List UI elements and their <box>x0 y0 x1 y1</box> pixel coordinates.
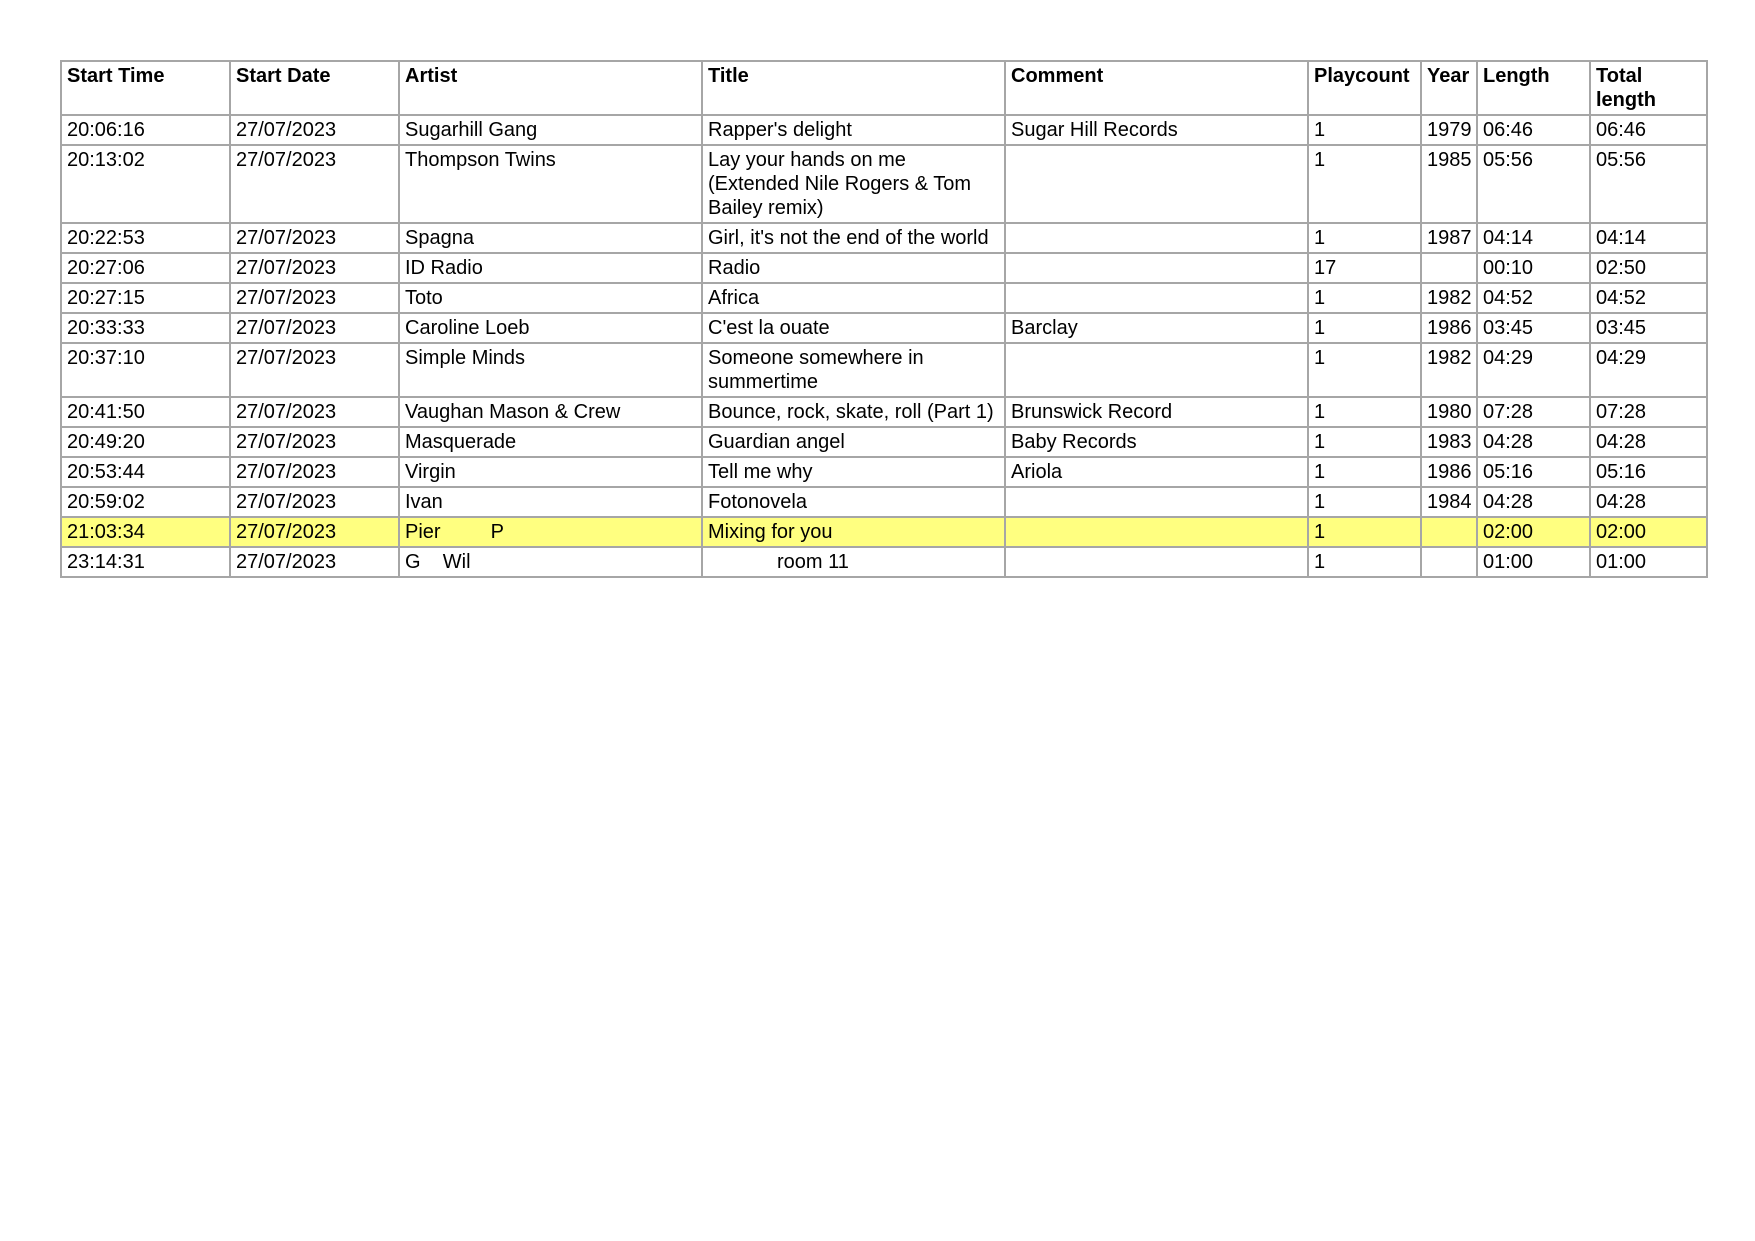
cell-comment: Ariola <box>1005 457 1308 487</box>
table-row <box>61 253 1707 283</box>
cell-total-length: 06:46 <box>1590 115 1707 145</box>
cell-playcount: 1 <box>1308 487 1421 517</box>
cell-start-time: 20:53:44 <box>61 457 230 487</box>
header-year: Year <box>1421 61 1477 115</box>
cell-artist: Spagna <box>399 223 702 253</box>
cell-total-length: 05:16 <box>1590 457 1707 487</box>
cell-comment <box>1005 343 1308 397</box>
cell-year: 1983 <box>1421 427 1477 457</box>
header-row <box>61 61 1707 115</box>
playlist-body <box>61 115 1707 577</box>
cell-title: Radio <box>702 253 1005 283</box>
header-comment: Comment <box>1005 61 1308 115</box>
cell-playcount: 1 <box>1308 397 1421 427</box>
cell-comment <box>1005 223 1308 253</box>
cell-total-length: 02:50 <box>1590 253 1707 283</box>
cell-artist: Virgin <box>399 457 702 487</box>
cell-start-date: 27/07/2023 <box>230 253 399 283</box>
cell-length: 04:28 <box>1477 427 1590 457</box>
cell-start-date: 27/07/2023 <box>230 115 399 145</box>
cell-artist: Pier P <box>399 517 702 547</box>
cell-start-time: 23:14:31 <box>61 547 230 577</box>
table-row <box>61 487 1707 517</box>
cell-total-length: 04:52 <box>1590 283 1707 313</box>
cell-length: 00:10 <box>1477 253 1590 283</box>
cell-length: 05:56 <box>1477 145 1590 223</box>
cell-year <box>1421 517 1477 547</box>
cell-year <box>1421 547 1477 577</box>
cell-start-time: 20:27:06 <box>61 253 230 283</box>
cell-title: Girl, it's not the end of the world <box>702 223 1005 253</box>
cell-start-date: 27/07/2023 <box>230 487 399 517</box>
cell-title: room 11 <box>702 547 1005 577</box>
cell-total-length: 04:28 <box>1590 487 1707 517</box>
cell-playcount: 1 <box>1308 283 1421 313</box>
cell-start-date: 27/07/2023 <box>230 547 399 577</box>
cell-artist: Sugarhill Gang <box>399 115 702 145</box>
cell-title: Rapper's delight <box>702 115 1005 145</box>
cell-start-date: 27/07/2023 <box>230 343 399 397</box>
table-row <box>61 547 1707 577</box>
cell-start-date: 27/07/2023 <box>230 517 399 547</box>
cell-length: 02:00 <box>1477 517 1590 547</box>
cell-title: Guardian angel <box>702 427 1005 457</box>
cell-artist: Simple Minds <box>399 343 702 397</box>
cell-title: Bounce, rock, skate, roll (Part 1) <box>702 397 1005 427</box>
header-title: Title <box>702 61 1005 115</box>
table-row <box>61 115 1707 145</box>
cell-year: 1985 <box>1421 145 1477 223</box>
table-row <box>61 283 1707 313</box>
table-row <box>61 313 1707 343</box>
cell-comment <box>1005 517 1308 547</box>
cell-start-time: 20:59:02 <box>61 487 230 517</box>
cell-start-date: 27/07/2023 <box>230 283 399 313</box>
cell-comment: Barclay <box>1005 313 1308 343</box>
cell-comment <box>1005 283 1308 313</box>
cell-start-time: 21:03:34 <box>61 517 230 547</box>
table-row <box>61 457 1707 487</box>
cell-playcount: 1 <box>1308 457 1421 487</box>
cell-year <box>1421 253 1477 283</box>
cell-length: 04:52 <box>1477 283 1590 313</box>
cell-comment <box>1005 487 1308 517</box>
cell-title: Fotonovela <box>702 487 1005 517</box>
cell-start-date: 27/07/2023 <box>230 313 399 343</box>
cell-start-time: 20:37:10 <box>61 343 230 397</box>
cell-comment: Baby Records <box>1005 427 1308 457</box>
cell-comment: Sugar Hill Records <box>1005 115 1308 145</box>
table-row <box>61 223 1707 253</box>
cell-total-length: 02:00 <box>1590 517 1707 547</box>
cell-total-length: 03:45 <box>1590 313 1707 343</box>
table-row <box>61 427 1707 457</box>
header-length: Length <box>1477 61 1590 115</box>
cell-length: 06:46 <box>1477 115 1590 145</box>
cell-start-time: 20:22:53 <box>61 223 230 253</box>
cell-start-date: 27/07/2023 <box>230 457 399 487</box>
cell-playcount: 1 <box>1308 427 1421 457</box>
header-playcount: Playcount <box>1308 61 1421 115</box>
cell-title: C'est la ouate <box>702 313 1005 343</box>
cell-title: Someone somewhere in summertime <box>702 343 1005 397</box>
cell-length: 04:14 <box>1477 223 1590 253</box>
cell-total-length: 01:00 <box>1590 547 1707 577</box>
cell-total-length: 05:56 <box>1590 145 1707 223</box>
cell-start-date: 27/07/2023 <box>230 397 399 427</box>
cell-artist: ID Radio <box>399 253 702 283</box>
cell-artist: Thompson Twins <box>399 145 702 223</box>
cell-playcount: 1 <box>1308 313 1421 343</box>
cell-playcount: 17 <box>1308 253 1421 283</box>
cell-year: 1987 <box>1421 223 1477 253</box>
cell-playcount: 1 <box>1308 547 1421 577</box>
cell-start-time: 20:41:50 <box>61 397 230 427</box>
cell-start-time: 20:27:15 <box>61 283 230 313</box>
cell-playcount: 1 <box>1308 223 1421 253</box>
cell-start-time: 20:13:02 <box>61 145 230 223</box>
cell-playcount: 1 <box>1308 145 1421 223</box>
cell-year: 1979 <box>1421 115 1477 145</box>
header-start-date: Start Date <box>230 61 399 115</box>
cell-title: Tell me why <box>702 457 1005 487</box>
cell-year: 1986 <box>1421 457 1477 487</box>
cell-total-length: 04:28 <box>1590 427 1707 457</box>
cell-length: 04:28 <box>1477 487 1590 517</box>
table-row <box>61 145 1707 223</box>
header-artist: Artist <box>399 61 702 115</box>
cell-artist: Toto <box>399 283 702 313</box>
cell-playcount: 1 <box>1308 343 1421 397</box>
cell-start-time: 20:06:16 <box>61 115 230 145</box>
cell-title: Mixing for you <box>702 517 1005 547</box>
cell-total-length: 07:28 <box>1590 397 1707 427</box>
cell-title: Africa <box>702 283 1005 313</box>
cell-year: 1982 <box>1421 283 1477 313</box>
cell-total-length: 04:29 <box>1590 343 1707 397</box>
cell-playcount: 1 <box>1308 115 1421 145</box>
cell-year: 1986 <box>1421 313 1477 343</box>
header-start-time: Start Time <box>61 61 230 115</box>
cell-year: 1982 <box>1421 343 1477 397</box>
cell-start-time: 20:49:20 <box>61 427 230 457</box>
cell-start-time: 20:33:33 <box>61 313 230 343</box>
table-row <box>61 517 1707 547</box>
cell-length: 04:29 <box>1477 343 1590 397</box>
header-total-length: Total length <box>1590 61 1707 115</box>
cell-artist: Masquerade <box>399 427 702 457</box>
table-row <box>61 397 1707 427</box>
cell-length: 07:28 <box>1477 397 1590 427</box>
cell-year: 1980 <box>1421 397 1477 427</box>
cell-year: 1984 <box>1421 487 1477 517</box>
playlist-table <box>60 60 1708 578</box>
cell-comment <box>1005 145 1308 223</box>
cell-length: 03:45 <box>1477 313 1590 343</box>
cell-length: 01:00 <box>1477 547 1590 577</box>
cell-artist: Vaughan Mason & Crew <box>399 397 702 427</box>
cell-start-date: 27/07/2023 <box>230 223 399 253</box>
cell-length: 05:16 <box>1477 457 1590 487</box>
cell-comment <box>1005 547 1308 577</box>
cell-total-length: 04:14 <box>1590 223 1707 253</box>
cell-comment: Brunswick Record <box>1005 397 1308 427</box>
cell-start-date: 27/07/2023 <box>230 145 399 223</box>
cell-artist: Caroline Loeb <box>399 313 702 343</box>
cell-artist: Ivan <box>399 487 702 517</box>
table-row <box>61 343 1707 397</box>
cell-playcount: 1 <box>1308 517 1421 547</box>
cell-start-date: 27/07/2023 <box>230 427 399 457</box>
cell-comment <box>1005 253 1308 283</box>
cell-title: Lay your hands on me (Extended Nile Rogers & Tom Bailey remix) <box>702 145 1005 223</box>
cell-artist: G Wil <box>399 547 702 577</box>
